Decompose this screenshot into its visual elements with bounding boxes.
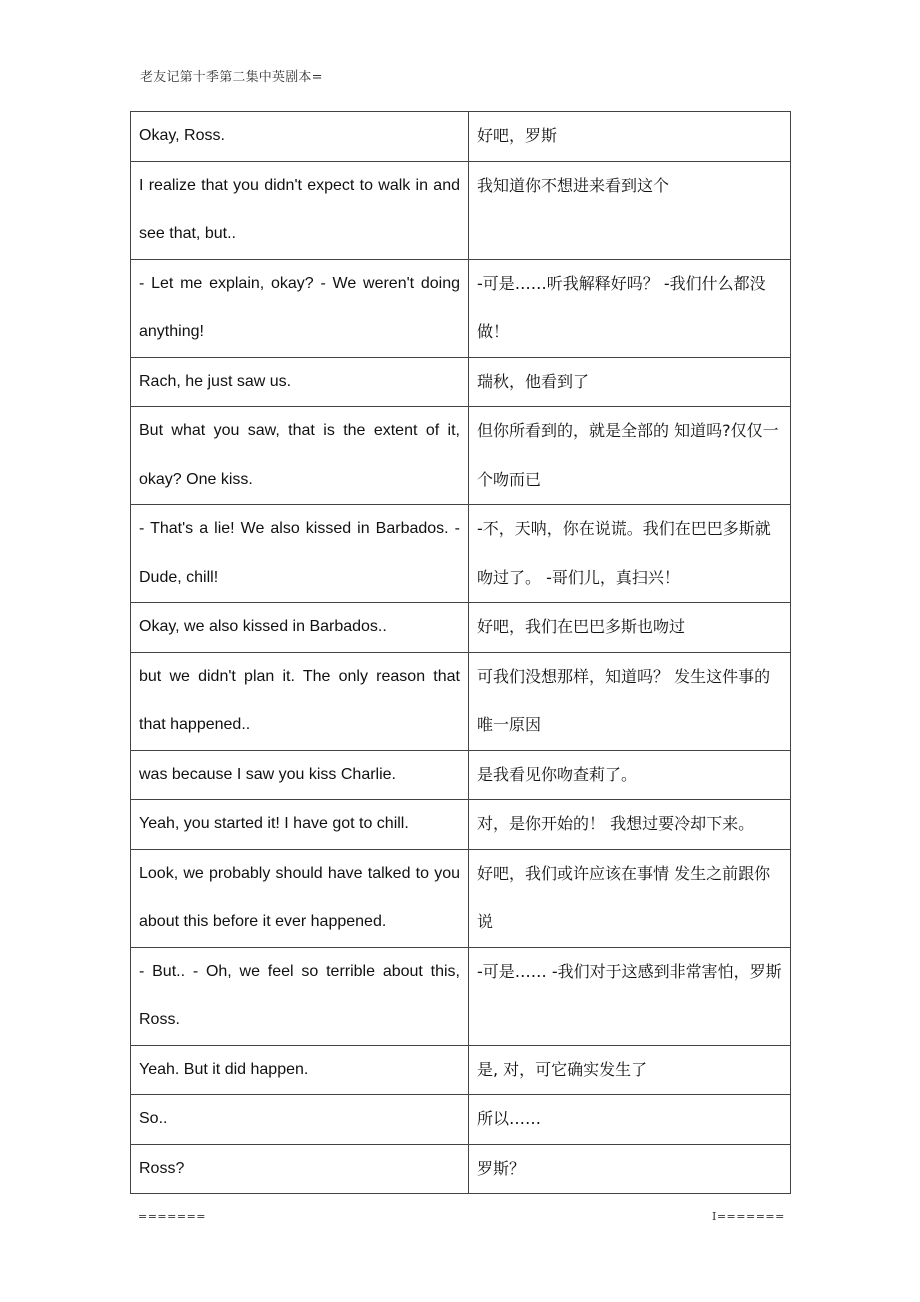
- footer-left-marker: =======: [138, 1210, 207, 1223]
- english-line: Okay, we also kissed in Barbados..: [131, 603, 469, 653]
- english-line: - But.. - Oh, we feel so terrible about this, Ross.: [131, 947, 469, 1045]
- page-header-title: 老友记第十季第二集中英剧本=: [140, 70, 323, 85]
- footer-right-marker: I=======: [712, 1210, 785, 1223]
- table-row: [131, 1045, 791, 1095]
- table-row: [131, 1144, 791, 1194]
- table-row: [131, 112, 791, 162]
- english-line: Yeah. But it did happen.: [131, 1045, 469, 1095]
- chinese-line: -可是…… -我们对于这感到非常害怕，罗斯: [469, 947, 791, 1045]
- english-line: Look, we probably should have talked to you about this before it ever happened.: [131, 849, 469, 947]
- chinese-line: -可是……听我解释好吗？ -我们什么都没做！: [469, 259, 791, 357]
- chinese-line: 但你所看到的，就是全部的 知道吗?仅仅一个吻而已: [469, 407, 791, 505]
- english-line: Yeah, you started it! I have got to chill.: [131, 800, 469, 850]
- english-line: I realize that you didn't expect to walk in and see that, but..: [131, 161, 469, 259]
- chinese-line: 罗斯？: [469, 1144, 791, 1194]
- chinese-line: 我知道你不想进来看到这个: [469, 161, 791, 259]
- table-row: [131, 259, 791, 357]
- english-line: Ross?: [131, 1144, 469, 1194]
- english-line: So..: [131, 1095, 469, 1145]
- english-line: - That's a lie! We also kissed in Barbados. - Dude, chill!: [131, 505, 469, 603]
- english-line: - Let me explain, okay? - We weren't doing anything!: [131, 259, 469, 357]
- chinese-line: 所以……: [469, 1095, 791, 1145]
- chinese-line: 对，是你开始的！ 我想过要冷却下来。: [469, 800, 791, 850]
- table-row: [131, 407, 791, 505]
- table-row: [131, 1095, 791, 1145]
- english-line: Okay, Ross.: [131, 112, 469, 162]
- chinese-line: 是, 对，可它确实发生了: [469, 1045, 791, 1095]
- chinese-line: 可我们没想那样，知道吗？ 发生这件事的唯一原因: [469, 652, 791, 750]
- english-line: was because I saw you kiss Charlie.: [131, 750, 469, 800]
- table-row: [131, 652, 791, 750]
- table-row: [131, 947, 791, 1045]
- table-row: [131, 161, 791, 259]
- table-row: [131, 357, 791, 407]
- script-table: [130, 111, 791, 1194]
- table-row: [131, 849, 791, 947]
- table-row: [131, 505, 791, 603]
- chinese-line: 是我看见你吻查莉了。: [469, 750, 791, 800]
- table-row: [131, 800, 791, 850]
- table-row: [131, 603, 791, 653]
- chinese-line: 好吧，我们在巴巴多斯也吻过: [469, 603, 791, 653]
- english-line: but we didn't plan it. The only reason that that happened..: [131, 652, 469, 750]
- chinese-line: 瑞秋，他看到了: [469, 357, 791, 407]
- english-line: Rach, he just saw us.: [131, 357, 469, 407]
- english-line: But what you saw, that is the extent of it, okay? One kiss.: [131, 407, 469, 505]
- chinese-line: 好吧，罗斯: [469, 112, 791, 162]
- chinese-line: -不，天呐，你在说谎。我们在巴巴多斯就吻过了。 -哥们儿，真扫兴！: [469, 505, 791, 603]
- table-row: [131, 750, 791, 800]
- chinese-line: 好吧，我们或许应该在事情 发生之前跟你说: [469, 849, 791, 947]
